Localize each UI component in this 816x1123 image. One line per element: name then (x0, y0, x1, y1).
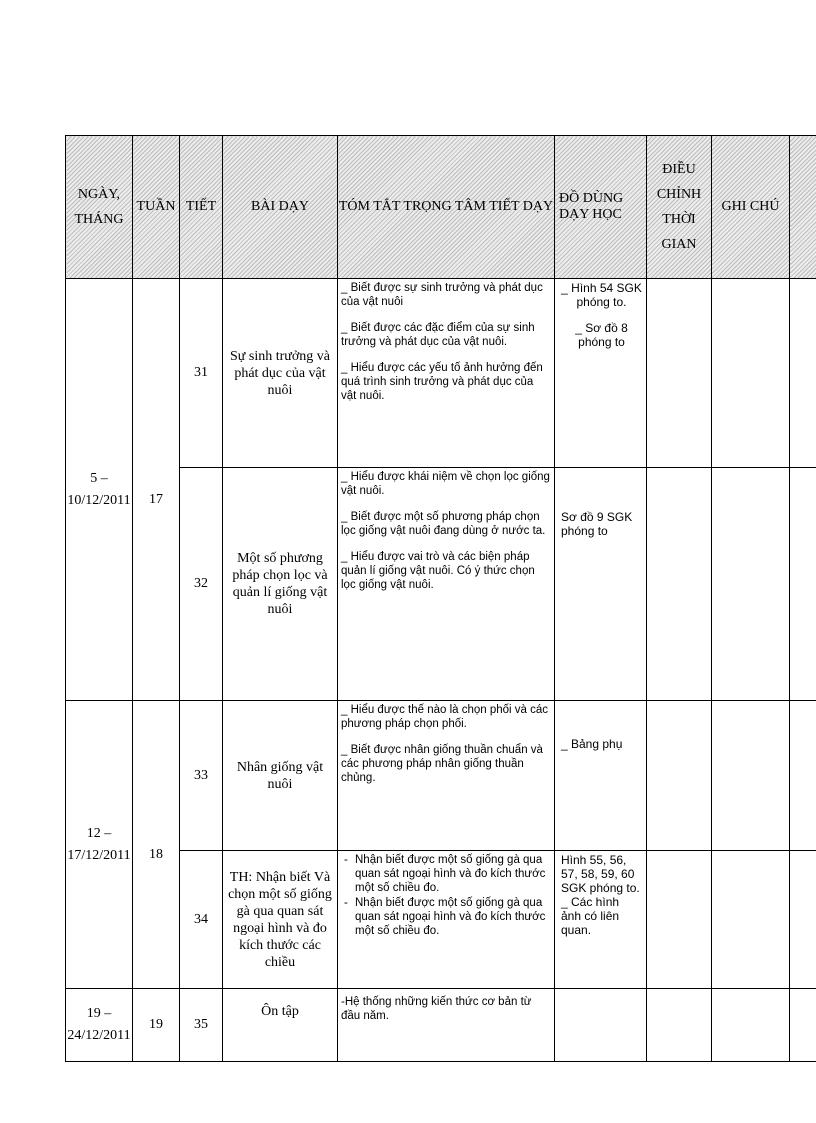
table-row (66, 989, 816, 1062)
list-item: - Nhận biết được một số giống gà qua quan sát ngoại hình và đo kích thước một số chiều đo. (341, 896, 551, 938)
week-cell: 17 (133, 279, 180, 701)
period-cell: 31 (180, 279, 223, 468)
week-cell: 19 (133, 989, 180, 1062)
adjust-cell (647, 851, 712, 989)
period-cell: 33 (180, 701, 223, 851)
date-cell: 19 – 24/12/2011 (66, 989, 133, 1062)
summary-list (341, 853, 551, 938)
summary-cell: -Hệ thống những kiến thức cơ bản từ đầu năm. (338, 989, 555, 1062)
header-lesson: BÀI DẠY (223, 136, 338, 279)
lesson-title: Nhân giống vật nuôi (223, 701, 338, 851)
summary-cell: _ Hiểu được thế nào là chọn phối và các phương pháp chọn phối. _ Biết được nhân giống thuần chuẩn và các phương pháp nhân giống thuần chủng. (338, 701, 555, 851)
materials-cell (555, 989, 647, 1062)
lesson-title: Sự sinh trưởng và phát dục của vật nuôi (223, 279, 338, 468)
summary-cell: _ Hiểu được khái niệm về chọn lọc giống vật nuôi. _ Biết được một số phương pháp chọn lọc giống vật nuôi đang dùng ở nước ta. _ Hiểu được vai trò và các biện pháp quản lí giống vật nuôi. Có ý thức chọn lọc giống vật nuôi. (338, 468, 555, 701)
date-cell: 5 – 10/12/2011 (66, 279, 133, 701)
header-adjust-time: ĐIỀU CHỈNH THỜI GIAN (647, 136, 712, 279)
extra-cell (790, 701, 816, 851)
adjust-cell (647, 279, 712, 468)
table-row (66, 701, 816, 851)
note-cell (712, 989, 790, 1062)
header-week: TUẦN (133, 136, 180, 279)
period-cell: 32 (180, 468, 223, 701)
header-materials: ĐỒ DÙNG DẠY HỌC (555, 136, 647, 279)
extra-cell (790, 989, 816, 1062)
materials-cell: Sơ đồ 9 SGK phóng to (555, 468, 647, 701)
note-cell (712, 701, 790, 851)
note-cell (712, 468, 790, 701)
materials-cell: Hình 55, 56, 57, 58, 59, 60 SGK phóng to. _ Các hình ảnh có liên quan. (555, 851, 647, 989)
lesson-title: Ôn tập (223, 989, 338, 1062)
header-date: NGÀY, THÁNG (66, 136, 133, 279)
materials-cell: _ Bảng phụ (555, 701, 647, 851)
note-cell (712, 279, 790, 468)
summary-cell (338, 851, 555, 989)
materials-cell: _ Hình 54 SGK phóng to. _ Sơ đồ 8 phóng to (555, 279, 647, 468)
header-summary: TÓM TẮT TRỌNG TÂM TIẾT DẠY (338, 136, 555, 279)
lesson-plan-table (65, 135, 816, 1062)
summary-cell: _ Biết được sự sinh trưởng và phát dục của vật nuôi _ Biết được các đặc điểm của sự sinh trưởng và phát dục của vật nuôi. _ Hiểu được các yếu tố ảnh hưởng đến quá trình sinh trưởng và phát dục của vật nuôi. (338, 279, 555, 468)
table-row (66, 279, 816, 468)
adjust-cell (647, 701, 712, 851)
list-item: - Nhận biết được một số giống gà qua quan sát ngoại hình và đo kích thước một số chiều đo. (341, 853, 551, 895)
adjust-cell (647, 989, 712, 1062)
period-cell: 35 (180, 989, 223, 1062)
week-cell: 18 (133, 701, 180, 989)
header-note: GHI CHÚ (712, 136, 790, 279)
lesson-title: Một số phương pháp chọn lọc và quản lí giống vật nuôi (223, 468, 338, 701)
lesson-title: TH: Nhận biết Và chọn một số giống gà qua quan sát ngoại hình và đo kích thước các chiều (223, 851, 338, 989)
header-period: TIẾT (180, 136, 223, 279)
header-row (66, 136, 816, 279)
extra-cell (790, 851, 816, 989)
note-cell (712, 851, 790, 989)
extra-cell (790, 279, 816, 468)
period-cell: 34 (180, 851, 223, 989)
date-cell: 12 – 17/12/2011 (66, 701, 133, 989)
extra-cell (790, 468, 816, 701)
header-extra (790, 136, 816, 279)
adjust-cell (647, 468, 712, 701)
